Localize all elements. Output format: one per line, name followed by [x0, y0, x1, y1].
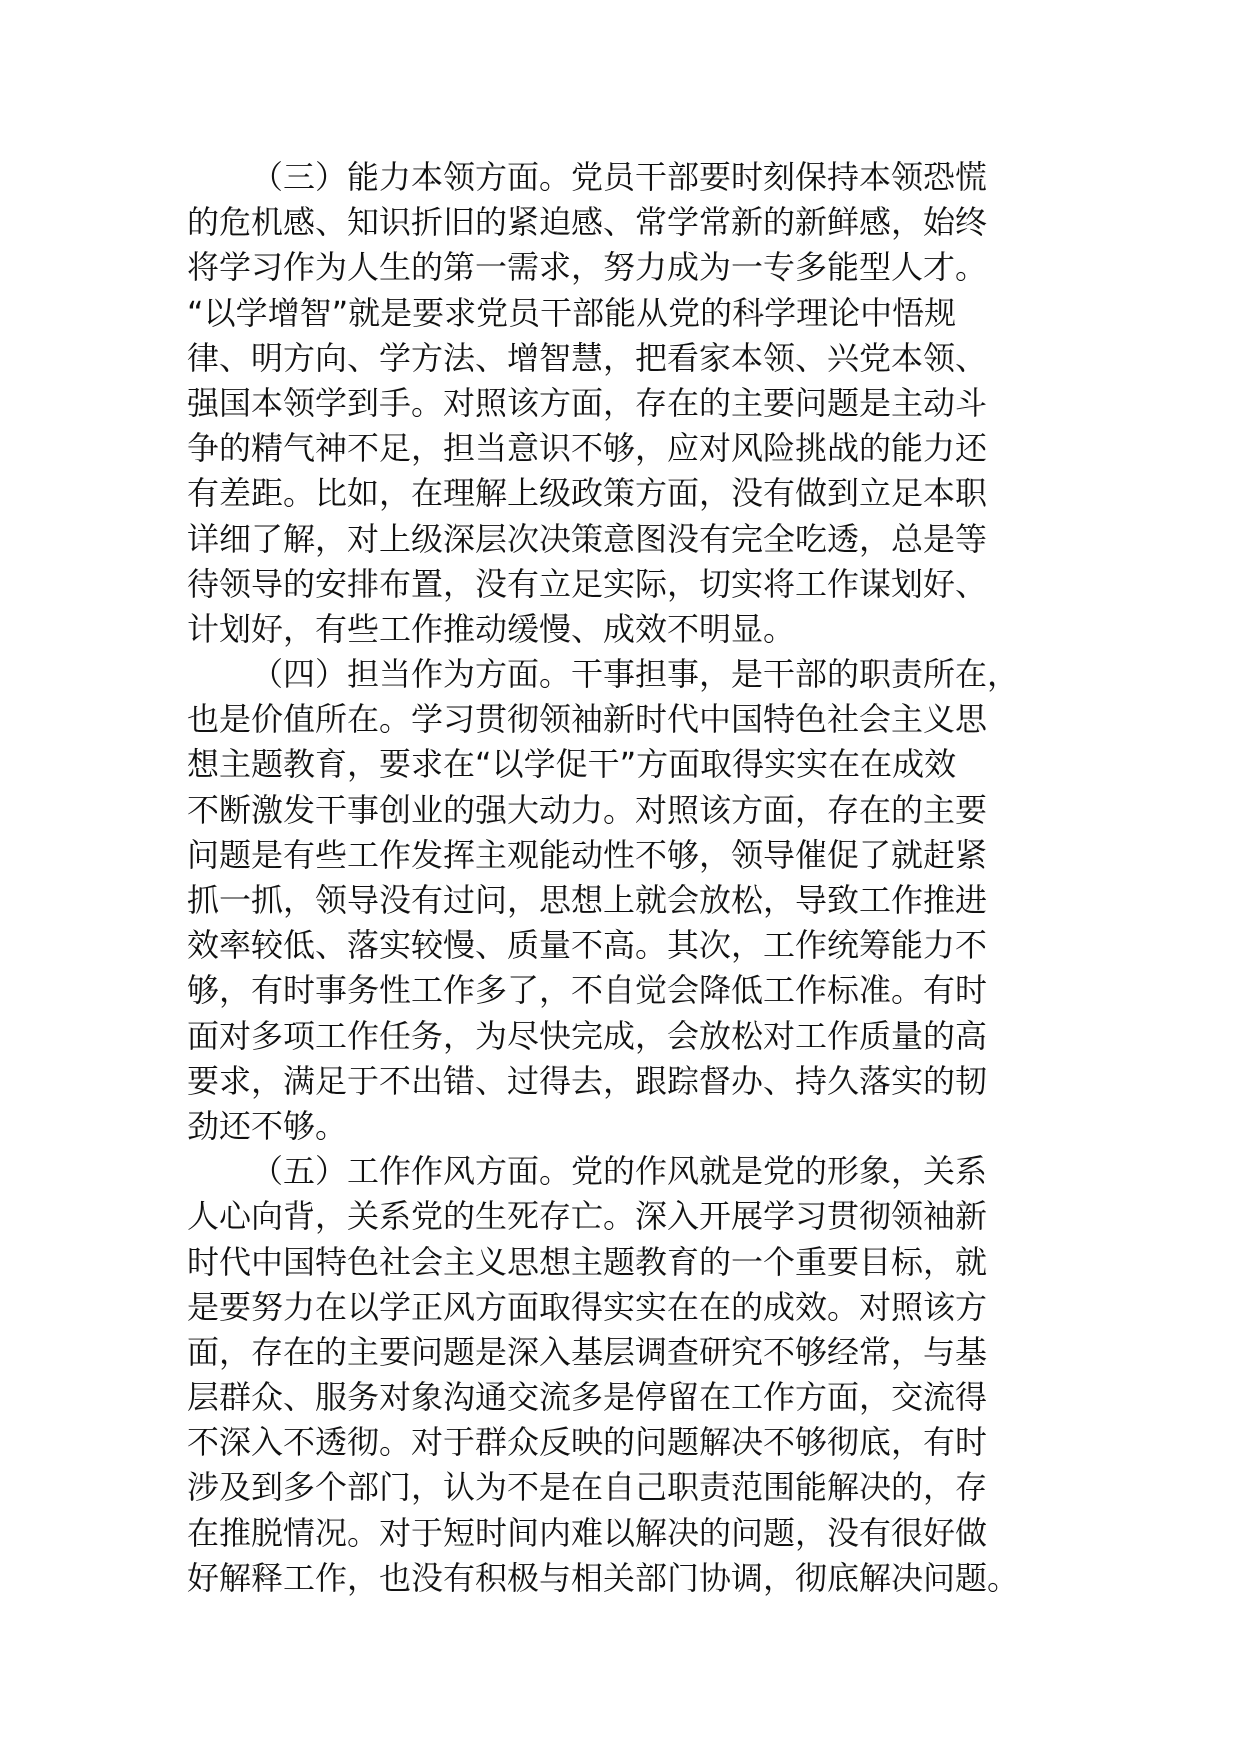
text-line: 好解释工作，也没有积极与相关部门协调，彻底解决问题。: [187, 1558, 1020, 1597]
text-line: 时代中国特色社会主义思想主题教育的一个重要目标，就: [187, 1242, 988, 1281]
text-line: 将学习作为人生的第一需求，努力成为一专多能型人才。: [187, 248, 988, 287]
text-line: 面，存在的主要问题是深入基层调查研究不够经常，与基: [187, 1332, 988, 1371]
text-line: 是要努力在以学正风方面取得实实在在的成效。对照该方: [187, 1287, 988, 1326]
text-line: 要求，满足于不出错、过得去，跟踪督办、持久落实的韧: [187, 1061, 988, 1100]
text-line: 不断激发干事创业的强大动力。对照该方面，存在的主要: [187, 790, 988, 829]
paragraph-4-heading-line: （四）担当作为方面。干事担事，是干部的职责所在，: [251, 655, 1020, 694]
text-line: “以学增智”就是要求党员干部能从党的科学理论中悟规: [187, 293, 957, 332]
text-line: 计划好，有些工作推动缓慢、成效不明显。: [187, 609, 796, 648]
text-line: 争的精气神不足，担当意识不够，应对风险挑战的能力还: [187, 429, 988, 468]
document-body: [187, 155, 1087, 1601]
text-line: 层群众、服务对象沟通交流多是停留在工作方面，交流得: [187, 1378, 988, 1417]
paragraph-5-heading-line: （五）工作作风方面。党的作风就是党的形象，关系: [251, 1152, 988, 1191]
text-line: 也是价值所在。学习贯彻领袖新时代中国特色社会主义思: [187, 700, 988, 739]
text-line: 面对多项工作任务，为尽快完成，会放松对工作质量的高: [187, 1016, 988, 1055]
text-line: 想主题教育，要求在“以学促干”方面取得实实在在成效: [187, 745, 957, 784]
text-line: 待领导的安排布置，没有立足实际，切实将工作谋划好、: [187, 564, 988, 603]
text-line: 问题是有些工作发挥主观能动性不够，领导催促了就赶紧: [187, 835, 988, 874]
text-line: 人心向背，关系党的生死存亡。深入开展学习贯彻领袖新: [187, 1197, 988, 1236]
text-line: 强国本领学到手。对照该方面，存在的主要问题是主动斗: [187, 383, 988, 422]
text-line: 涉及到多个部门，认为不是在自己职责范围能解决的，存: [187, 1468, 988, 1507]
paragraph-3-heading-line: （三）能力本领方面。党员干部要时刻保持本领恐慌: [251, 158, 988, 196]
text-line: 详细了解，对上级深层次决策意图没有完全吃透，总是等: [187, 519, 988, 558]
text-line: 抓一抓，领导没有过问，思想上就会放松，导致工作推进: [187, 881, 988, 919]
text-line: 有差距。比如，在理解上级政策方面，没有做到立足本职: [187, 474, 988, 513]
text-line: 在推脱情况。对于短时间内难以解决的问题，没有很好做: [187, 1513, 988, 1552]
text-line: 不深入不透彻。对于群众反映的问题解决不够彻底，有时: [187, 1423, 988, 1462]
text-line: 够，有时事务性工作多了，不自觉会降低工作标准。有时: [187, 971, 988, 1010]
text-line: 的危机感、知识折旧的紧迫感、常学常新的新鲜感，始终: [187, 203, 988, 242]
text-line: 效率较低、落实较慢、质量不高。其次，工作统筹能力不: [187, 926, 988, 965]
text-line: 劲还不够。: [187, 1106, 348, 1145]
text-line: 律、明方向、学方法、增智慧，把看家本领、兴党本领、: [187, 338, 988, 377]
